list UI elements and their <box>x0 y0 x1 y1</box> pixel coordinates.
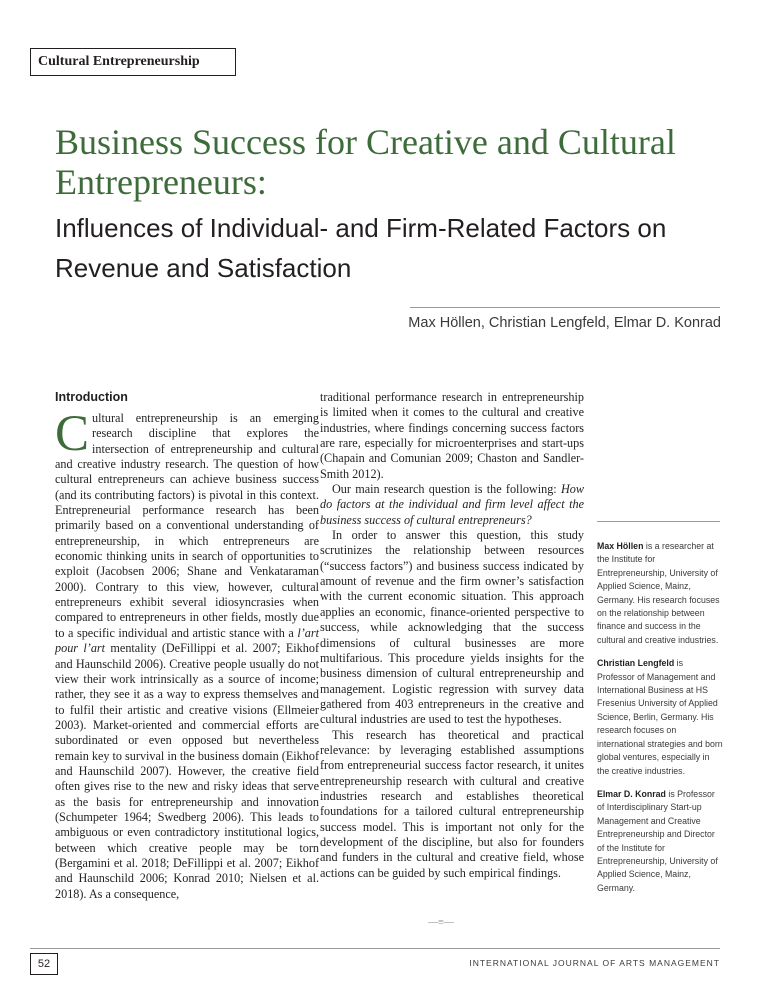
bio-lengfeld <box>597 657 723 778</box>
relevance-paragraph: This research has theoretical and practical relevance: by leveraging established assumptions from entrepreneurial success factor research, it unites entrepreneurship research with cultural and creative industries research and establishes theoretical foundations for a tailored cultural entrepreneurship success model. This is important not only for the development of the discipline, but also for founders and funders in the cultural and creative field, whose actions can be guided by such empirical findings. <box>320 727 584 880</box>
drop-cap: C <box>55 406 90 462</box>
bio-hollen <box>597 540 723 647</box>
article-title: Business Success for Creative and Cultural Entrepreneurs: <box>55 122 676 202</box>
column-middle <box>320 390 584 881</box>
intro-italic: l’art pour l’art <box>55 625 319 656</box>
paragraph-continued: traditional performance research in entrepreneurship is limited when it comes to the cultural and creative industries, where findings concerning success factors are rare, especially for microenterprises and start-ups (Chapain and Comunian 2009; Chaston and Sandler-Smith 2012). <box>320 390 584 481</box>
research-question-lead: Our main research question is the following: <box>332 482 561 497</box>
journal-name: INTERNATIONAL JOURNAL OF ARTS MANAGEMENT <box>469 958 720 968</box>
bio-text: is a researcher at the Institute for Entrepreneurship, University of Applied Science, Mainz, Germany. His research focuses on the relationship between finance and success in the cultural and creative industries. <box>597 541 720 645</box>
intro-text: ultural entrepreneurship is an emerging research discipline that explores the intersection of entrepreneurship and cultural and creative industry research. The question of how cultural entrepreneurs can achieve business success (and its contributing factors) is pivotal in this context. Entrepreneurial performance research has been primarily based on a conventional understanding of entrepreneurship, in which entrepreneurs are economic thinking units in search of opportunities to exploit (Jacobsen 2006; Shane and Venkataraman 2000). Contrary to this view, however, cultural entrepreneurs exhibit several idiosyncrasies when compared to entrepreneurs in other fields, mostly due to a specific individual and artistic stance with a <box>55 411 319 640</box>
intro-paragraph <box>55 406 320 902</box>
authors-divider <box>410 307 720 308</box>
page-number: 52 <box>30 953 58 975</box>
author-list: Max Höllen, Christian Lengfeld, Elmar D. Konrad <box>408 315 721 331</box>
intro-text-end: mentality (DeFillippi et al. 2007; Eikhof and Haunschild 2006). Creative people usually do not view their work intrinsically as a source of income; rather, they see it as a way to express themselves and to fulfil their artistic and creative visions (Ellmeier 2003). Market-oriented and commercial efforts are subordinated or even opposed but nevertheless remain key to survival in the business domain (Eikhof and Haunschild 2007). However, the creative field often gives rise to the new and risky ideas that serve as the basis for entrepreneurship and innovation (Schumpeter 1964; Swedberg 2006). This leads to ambiguous or even contradictory institutional logics, between which creative people may be torn (Bergamini et al. 2018; DeFillippi et al. 2007; Eikhof and Haunschild 2006; Konrad 2010; Nielsen et al. 2018). As a consequence, <box>55 641 320 901</box>
section-end-ornament: —≡— <box>428 917 454 928</box>
footer-divider <box>30 948 720 949</box>
bio-konrad <box>597 788 723 895</box>
bio-name: Christian Lengfeld <box>597 658 675 669</box>
section-tag: Cultural Entrepreneurship <box>30 48 236 76</box>
bio-text: is Professor of Interdisciplinary Start-up Management and Creative Entrepreneurship and Director of the Institute for Entrepreneurship, University of Applied Science, Mainz, Germany. <box>597 788 718 893</box>
article-subtitle: Influences of Individual- and Firm-Related Factors on Revenue and Satisfaction <box>55 213 667 283</box>
bio-text: is Professor of Management and International Business at HS Fresenius University of Applied Science, Berlin, Germany. His research focuses on international strategies and born global ventures, especially in the creative industries. <box>597 658 723 776</box>
author-bios <box>597 540 723 905</box>
introduction-heading: Introduction <box>55 390 128 404</box>
method-paragraph: In order to answer this question, this study scrutinizes the relationship between resources (“success factors”) and business success indicated by amount of revenue and the firm owner’s satisfaction with the current economic situation. This approach applies an economic, finance-oriented perspective to success, while acknowledging that the success dimensions of cultural businesses are more multifarious. This procedure yields insights for the business dimension of cultural entrepreneurship and management. Logistic regression with survey data gathered from 403 entrepreneurs in the creative and cultural industries are used to test the hypotheses. <box>320 528 584 727</box>
research-question-paragraph <box>320 482 584 528</box>
bio-name: Max Höllen <box>597 541 644 551</box>
bio-name: Elmar D. Konrad <box>597 788 666 799</box>
column-left <box>55 390 319 902</box>
sidebar-divider <box>597 521 720 522</box>
research-question: How do factors at the individual and firm level affect the business success of cultural entrepreneurs? <box>320 482 584 527</box>
